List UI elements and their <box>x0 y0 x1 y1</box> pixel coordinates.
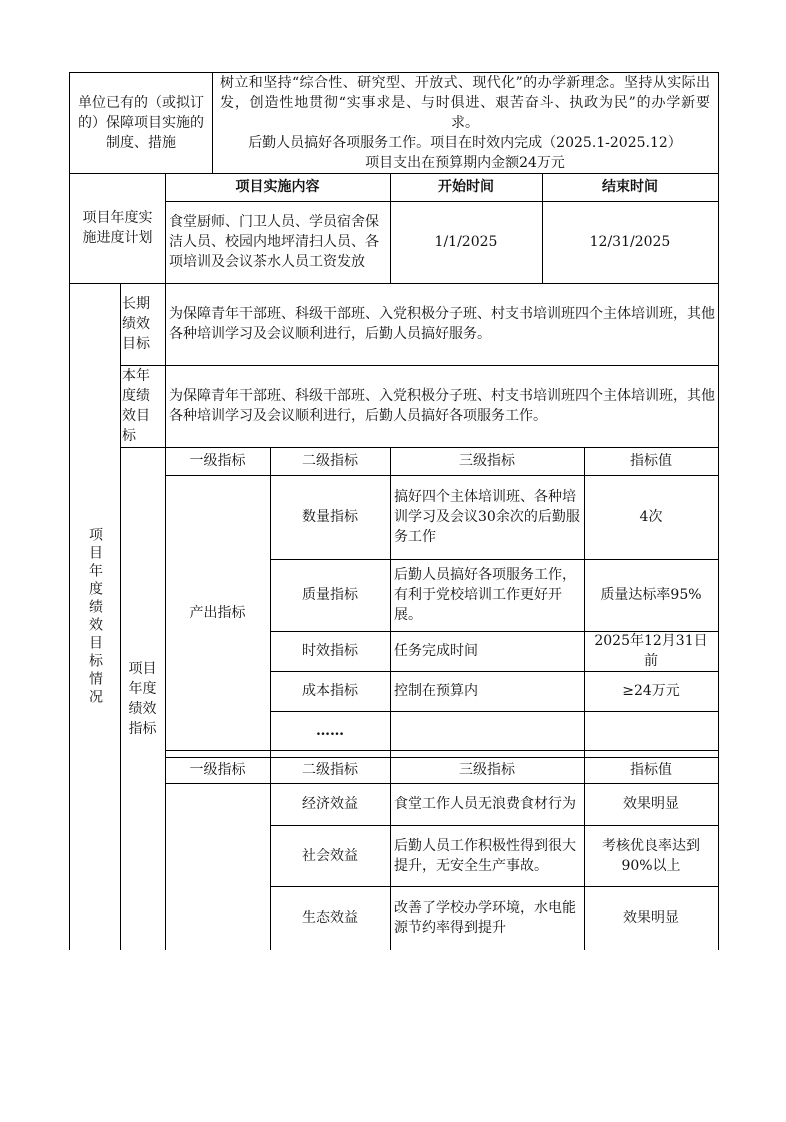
row-social-l3: 后勤人员工作积极性得到很大提升，无安全生产事故。 <box>394 837 576 874</box>
vline-270 <box>270 447 271 950</box>
row-ecological-value: 效果明显 <box>623 910 679 926</box>
row-timeliness-value: 2025年12月31日前 <box>594 633 708 669</box>
vline-165 <box>165 173 166 950</box>
schedule-label <box>70 173 165 283</box>
schedule-start: 1/1/2025 <box>434 234 498 250</box>
vline-718b <box>718 750 719 950</box>
hline-671 <box>270 671 719 672</box>
row-social-l2: 社会效益 <box>302 847 358 864</box>
col-header2-value: 指标值 <box>630 762 672 778</box>
hline-631 <box>270 631 719 632</box>
measures-p3: 项目支出在预算期内金额24万元 <box>365 155 565 171</box>
row-quality-value: 质量达标率95% <box>600 587 702 603</box>
hline-783 <box>165 783 719 784</box>
col-header-value: 指标值 <box>630 453 672 469</box>
hline-447 <box>120 447 719 448</box>
schedule-label-text: 项目年度实施进度计划 <box>82 210 153 246</box>
col-header2-l2: 二级指标 <box>302 762 358 778</box>
vline-390b <box>390 447 391 950</box>
row-more-value <box>584 711 718 750</box>
hline-475 <box>165 475 719 476</box>
col-header-l3: 三级指标 <box>459 453 515 469</box>
schedule-header-start: 开始时间 <box>438 179 494 195</box>
vline-120 <box>120 283 121 950</box>
measures-label <box>70 73 212 173</box>
long-term-text: 为保障青年干部班、科级干部班、入党积极分子班、村支书培训班四个主体培训班，其他各种培训学习及会议顺利进行，后勤人员搞好服务。 <box>169 306 715 342</box>
schedule-header-end: 结束时间 <box>602 179 658 195</box>
measures-text <box>212 73 718 173</box>
schedule-header-content: 项目实施内容 <box>235 179 320 195</box>
hline-886 <box>270 886 719 887</box>
hline-559 <box>270 559 719 560</box>
hline-750 <box>165 750 719 751</box>
hline-365 <box>120 365 719 366</box>
row-more-l3 <box>390 711 584 750</box>
measures-p2: 后勤人员搞好各项服务工作。项目在时效内完成（2025.1-2025.12） <box>248 135 682 151</box>
row-timeliness-l2: 时效指标 <box>302 643 358 659</box>
row-timeliness-l3: 任务完成时间 <box>394 643 478 659</box>
col-header-l2: 二级指标 <box>302 453 358 469</box>
hline-711 <box>270 711 719 712</box>
hline-283 <box>69 283 719 284</box>
row-quality-l3: 后勤人员搞好各项服务工作，有利于党校培训工作更好开展。 <box>394 567 576 623</box>
border-left <box>69 72 70 950</box>
hline-757 <box>165 757 719 758</box>
row-more-l2: …… <box>316 722 344 739</box>
row-cost-value: ≥24万元 <box>622 683 680 699</box>
col-header2-l1: 一级指标 <box>189 762 246 778</box>
perf-label-text: 项目年度绩效目标情况 <box>87 526 103 707</box>
row-cost-l3: 控制在预算内 <box>394 683 478 699</box>
row-quality-l2: 质量指标 <box>302 587 358 603</box>
hline-201 <box>165 201 719 202</box>
row-ecological-l2: 生态效益 <box>302 910 358 926</box>
vline-390a <box>390 173 391 283</box>
perf-label <box>70 283 120 950</box>
row-cost-l2: 成本指标 <box>302 683 358 699</box>
measures-p1: 树立和坚持“综合性、研究型、开放式、现代化”的办学新理念。坚持从实际出发，创造性地贯彻“实事求是、与时俱进、艰苦奋斗、执政为民”的办学新要求。 <box>220 75 710 131</box>
row-quantity-value: 4次 <box>639 509 663 525</box>
row-quantity-l3: 搞好四个主体培训班、各种培训学习及会议30余次的后勤服务工作 <box>394 489 580 545</box>
vline-212 <box>212 72 213 173</box>
row-economic-l3: 食堂工作人员无浪费食材行为 <box>394 796 576 812</box>
row-economic-l2: 经济效益 <box>302 796 358 812</box>
measures-label-text: 单位已有的（或拟订的）保障项目实施的制度、措施 <box>78 95 204 151</box>
indicator-label <box>120 447 165 950</box>
year-target-text: 为保障青年干部班、科级干部班、入党积极分子班、村支书培训班四个主体培训班，其他各种培训学习及会议顺利进行，后勤人员搞好各项服务工作。 <box>169 388 715 424</box>
hline-825 <box>270 825 719 826</box>
row-social-value: 考核优良率达到90%以上 <box>602 837 700 874</box>
long-term-label: 长期绩效目标 <box>122 296 150 352</box>
hline-173 <box>69 173 719 174</box>
year-target-label: 本年度绩效目标 <box>122 368 150 444</box>
border-top <box>69 72 719 73</box>
col-header2-l3: 三级指标 <box>459 762 515 778</box>
row-economic-value: 效果明显 <box>623 796 679 812</box>
vline-584 <box>584 447 585 950</box>
row-quantity-l2: 数量指标 <box>302 509 358 525</box>
indicator-label-text: 项目年度绩效指标 <box>128 660 157 737</box>
output-label: 产出指标 <box>189 604 246 621</box>
col-header-l1: 一级指标 <box>189 453 246 469</box>
row-ecological-l3: 改善了学校办学环境，水电能源节约率得到提升 <box>394 900 576 936</box>
vline-542 <box>542 173 543 283</box>
schedule-end: 12/31/2025 <box>589 234 671 250</box>
schedule-content: 食堂厨师、门卫人员、学员宿舍保洁人员、校园内地坪清扫人员、各项培训及会议茶水人员工资发放 <box>169 214 379 270</box>
